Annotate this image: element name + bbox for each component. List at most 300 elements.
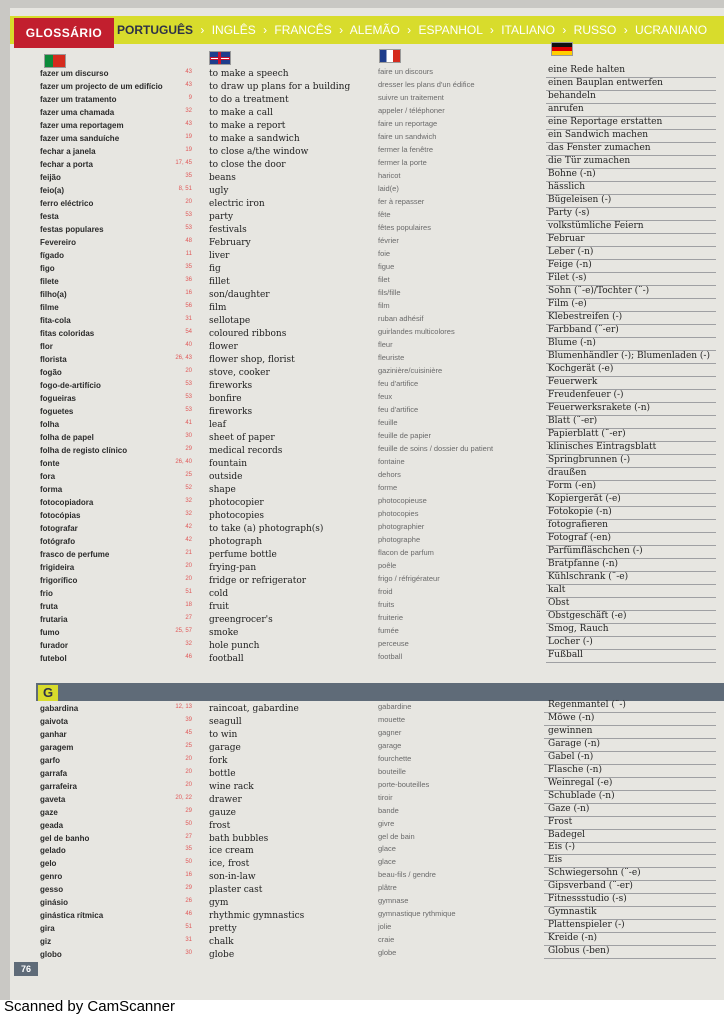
german-term: Fotograf (-en): [548, 533, 612, 543]
language-ukrainian: UCRANIANO: [635, 23, 708, 37]
separator-icon: ›: [562, 23, 567, 37]
french-term: faire un discours: [378, 67, 434, 76]
page-reference: 56: [185, 303, 192, 309]
french-term: faire un reportage: [378, 119, 438, 128]
french-term: fêtes populaires: [378, 223, 431, 232]
french-term: feu d'artifice: [378, 405, 419, 414]
german-term: eine Rede halten: [548, 65, 626, 75]
english-term: fireworks: [209, 407, 253, 417]
french-term: fourchette: [378, 753, 412, 763]
page-reference: 16: [185, 872, 192, 879]
portuguese-term: fotografar: [40, 524, 78, 533]
language-german: ALEMÃO: [349, 23, 400, 37]
portuguese-term: fechar a janela: [40, 147, 96, 156]
german-term: Locher (-): [548, 637, 593, 647]
page-reference: 50: [185, 820, 192, 827]
glossary-tab: GLOSSÁRIO: [14, 18, 114, 48]
french-term: laid(e): [378, 184, 399, 193]
english-term: fork: [209, 755, 228, 766]
page-reference: 32: [185, 498, 192, 504]
language-russian: RUSSO: [573, 23, 617, 37]
portuguese-term: fazer uma reportagem: [40, 121, 124, 130]
french-term: bouteille: [378, 766, 406, 776]
page-reference: 53: [185, 394, 192, 400]
page-reference: 41: [185, 420, 192, 426]
german-term: Springbrunnen (-): [548, 455, 631, 465]
english-term: sellotape: [209, 316, 251, 326]
english-term: to make a speech: [209, 69, 289, 79]
english-term: seagull: [209, 716, 242, 727]
german-term: Gabel (-n): [548, 751, 594, 762]
german-term: Gipsverband (¨-er): [548, 881, 633, 892]
french-term: faire un sandwich: [378, 132, 437, 141]
portuguese-term: garfo: [40, 755, 60, 765]
german-term: Papierblatt (¨-er): [548, 429, 626, 439]
portuguese-term: fogão: [40, 368, 62, 377]
english-term: drawer: [209, 794, 242, 805]
german-term: Frost: [548, 816, 573, 827]
portuguese-term: fita-cola: [40, 316, 71, 325]
page-reference: 30: [185, 433, 192, 439]
french-term: fleur: [378, 340, 393, 349]
french-term: tiroir: [378, 792, 393, 802]
page-reference: 53: [185, 381, 192, 387]
german-term: Film (-e): [548, 299, 587, 309]
portuguese-term: gelado: [40, 846, 66, 856]
french-term: football: [378, 652, 403, 661]
german-term: Parfümfläschchen (-): [548, 546, 643, 556]
french-term: feuille: [378, 418, 398, 427]
english-term: globe: [209, 950, 235, 961]
page-reference: 8, 51: [178, 186, 192, 192]
german-term: Möwe (-n): [548, 712, 595, 723]
french-term: fils/fille: [378, 288, 401, 297]
portuguese-term: fazer uma chamada: [40, 108, 115, 117]
language-french: FRANCÊS: [274, 23, 332, 37]
french-term: craie: [378, 935, 395, 945]
german-term: Blume (-n): [548, 338, 596, 348]
french-term: forme: [378, 483, 398, 492]
portuguese-term: fotocopiadora: [40, 498, 94, 507]
french-term: gagner: [378, 727, 402, 737]
german-term: behandeln: [548, 91, 596, 101]
french-term: photographier: [378, 522, 425, 531]
german-term: kalt: [548, 585, 566, 595]
page-reference: 45: [185, 729, 192, 736]
english-term: stove, cooker: [209, 368, 270, 378]
german-term: Feuerwerk: [548, 377, 598, 387]
scanner-watermark: Scanned by CamScanner: [4, 998, 175, 1015]
german-term: das Fenster zumachen: [548, 143, 651, 153]
english-term: bottle: [209, 768, 236, 779]
french-term: fumée: [378, 626, 399, 635]
french-term: fleuriste: [378, 353, 405, 362]
portuguese-term: globo: [40, 950, 62, 960]
portuguese-term: feijão: [40, 173, 61, 182]
portuguese-term: frutaria: [40, 615, 68, 624]
portuguese-term: gaveta: [40, 794, 66, 804]
english-term: to make a report: [209, 121, 286, 131]
english-term: cold: [209, 589, 229, 599]
german-term: Schwiegersohn (¨-e): [548, 868, 641, 879]
section-g-bar: [36, 683, 724, 701]
page-reference: 53: [185, 212, 192, 218]
german-term: Gymnastik: [548, 907, 597, 918]
portuguese-term: filho(a): [40, 290, 67, 299]
page-reference: 53: [185, 225, 192, 231]
uk-flag-icon: [209, 51, 231, 65]
page-reference: 25, 57: [175, 628, 192, 634]
german-term: Blumenhändler (-); Blumenladen (-): [548, 351, 710, 361]
german-term: Filet (-s): [548, 273, 587, 283]
german-term: Feuerwerksrakete (-n): [548, 403, 651, 413]
portuguese-term: folha: [40, 420, 60, 429]
french-term: feuille de papier: [378, 431, 431, 440]
portuguese-term: florista: [40, 355, 67, 364]
page-reference: 32: [185, 108, 192, 114]
page-reference: 27: [185, 833, 192, 840]
france-flag-icon: [379, 49, 401, 63]
german-term: Bratpfanne (-n): [548, 559, 618, 569]
portuguese-term: fitas coloridas: [40, 329, 95, 338]
page-reference: 36: [185, 277, 192, 283]
portuguese-term: ginástica rítmica: [40, 911, 104, 921]
page-reference: 29: [185, 885, 192, 892]
german-term: volkstümliche Feiern: [548, 221, 644, 231]
portuguese-term: fora: [40, 472, 56, 481]
separator-icon: ›: [489, 23, 494, 37]
english-term: medical records: [209, 446, 283, 456]
portuguese-term: fazer um tratamento: [40, 95, 117, 104]
german-term: Obst: [548, 598, 570, 608]
page-reference: 31: [185, 937, 192, 944]
page-reference: 54: [185, 329, 192, 335]
english-term: fountain: [209, 459, 247, 469]
german-term: Feige (-n): [548, 260, 592, 270]
page-reference: 9: [188, 95, 192, 101]
german-term: Flasche (-n): [548, 764, 602, 775]
portuguese-term: garagem: [40, 742, 74, 752]
separator-icon: ›: [263, 23, 268, 37]
page-reference: 52: [185, 485, 192, 491]
german-term: Gaze (-n): [548, 803, 590, 814]
french-term: froid: [378, 587, 393, 596]
portuguese-term: ganhar: [40, 729, 67, 739]
portuguese-term: frio: [40, 589, 53, 598]
french-term: ruban adhésif: [378, 314, 424, 323]
french-term: glace: [378, 857, 396, 867]
english-term: flower: [209, 342, 238, 352]
french-term: haricot: [378, 171, 401, 180]
french-term: beau-fils / gendre: [378, 870, 436, 880]
german-term: Weinregal (-e): [548, 777, 613, 788]
page-reference: 21: [185, 550, 192, 556]
page-reference: 43: [185, 121, 192, 127]
french-term: feu d'artifice: [378, 379, 419, 388]
portuguese-term: fotógrafo: [40, 537, 76, 546]
portuguese-term: fumo: [40, 628, 60, 637]
page-reference: 17, 45: [175, 160, 192, 166]
page-reference: 20: [185, 576, 192, 582]
french-term: feuille de soins / dossier du patient: [378, 444, 494, 453]
portuguese-term: frasco de perfume: [40, 550, 110, 559]
english-term: ice cream: [209, 846, 254, 857]
french-term: gymnase: [378, 896, 409, 906]
english-term: football: [209, 654, 244, 664]
portuguese-term: festas populares: [40, 225, 104, 234]
english-term: leaf: [209, 420, 226, 430]
portuguese-term: foguetes: [40, 407, 74, 416]
english-term: fridge or refrigerator: [209, 576, 307, 586]
english-term: photocopier: [209, 498, 264, 508]
page-reference: 31: [185, 316, 192, 322]
german-term: Kreide (-n): [548, 933, 598, 944]
german-term: Eis (-): [548, 842, 575, 853]
page-reference: 25: [185, 472, 192, 478]
portuguese-term: fonte: [40, 459, 60, 468]
german-term: Kühlschrank (¨-e): [548, 572, 629, 582]
portuguese-term: geada: [40, 820, 64, 830]
french-term: jolie: [378, 922, 392, 932]
english-term: perfume bottle: [209, 550, 277, 560]
french-term: appeler / téléphoner: [378, 106, 445, 115]
french-term: fruiterie: [378, 613, 404, 622]
page-reference: 42: [185, 537, 192, 543]
page-reference: 18: [185, 602, 192, 608]
portuguese-term: fazer um projecto de um edifício: [40, 82, 163, 91]
german-term: Smog, Rauch: [548, 624, 609, 634]
portuguese-term: gabardina: [40, 704, 79, 713]
german-term: klinisches Eintragsblatt: [548, 442, 657, 452]
french-term: perceuse: [378, 639, 409, 648]
english-term: sheet of paper: [209, 433, 275, 443]
page-reference: 20: [185, 768, 192, 775]
portuguese-term: furador: [40, 641, 68, 650]
english-term: film: [209, 303, 227, 313]
english-term: raincoat, gabardine: [209, 704, 299, 714]
french-term: photographe: [378, 535, 421, 544]
english-term: frying-pan: [209, 563, 257, 573]
english-term: son/daughter: [209, 290, 270, 300]
french-term: février: [378, 236, 399, 245]
german-term: Obstgeschäft (-e): [548, 611, 627, 621]
page-reference: 48: [185, 238, 192, 244]
english-term: ugly: [209, 186, 229, 196]
german-term: Klebestreifen (-): [548, 312, 623, 322]
english-term: garage: [209, 742, 241, 753]
portuguese-term: fogueiras: [40, 394, 77, 403]
english-term: bath bubbles: [209, 833, 269, 844]
portuguese-term: gelo: [40, 859, 57, 869]
german-term: Februar: [548, 234, 585, 244]
portuguese-term: gaze: [40, 807, 58, 817]
portuguese-term: frigorífico: [40, 576, 78, 585]
language-english: INGLÊS: [211, 23, 256, 37]
portuguese-term: fogo-de-artifício: [40, 381, 101, 390]
german-term: draußen: [548, 468, 587, 478]
french-term: fer à repasser: [378, 197, 425, 206]
german-term: Eis: [548, 855, 563, 866]
portuguese-term: gel de banho: [40, 833, 90, 843]
french-term: mouette: [378, 714, 406, 724]
page-reference: 20: [185, 199, 192, 205]
page-reference: 32: [185, 641, 192, 647]
german-term: Freudenfeuer (-): [548, 390, 624, 400]
separator-icon: ›: [623, 23, 628, 37]
portuguese-term: ferro eléctrico: [40, 199, 94, 208]
english-term: rhythmic gymnastics: [209, 911, 305, 922]
english-term: flower shop, florist: [209, 355, 295, 365]
page-reference: 46: [185, 911, 192, 918]
page-reference: 35: [185, 173, 192, 179]
french-term: plâtre: [378, 883, 397, 893]
french-term: dehors: [378, 470, 401, 479]
portuguese-term: ginásio: [40, 898, 69, 908]
german-row-rule: [546, 597, 716, 598]
english-term: to close a/the window: [209, 147, 309, 157]
german-term: Regenmantel (¨-): [548, 700, 626, 710]
german-term: fotografieren: [548, 520, 608, 530]
french-term: gazinière/cuisinière: [378, 366, 443, 375]
portuguese-term: fruta: [40, 602, 58, 611]
page-reference: 16: [185, 290, 192, 296]
french-term: garage: [378, 740, 402, 750]
page-reference: 29: [185, 446, 192, 452]
page-reference: 19: [185, 147, 192, 153]
english-term: son-in-law: [209, 872, 256, 883]
page-reference: 42: [185, 524, 192, 530]
language-italian: ITALIANO: [501, 23, 555, 37]
page-reference: 40: [185, 342, 192, 348]
english-term: ice, frost: [209, 859, 250, 870]
page-reference: 27: [185, 615, 192, 621]
portuguese-term: gira: [40, 924, 55, 934]
portuguese-term: fotocópias: [40, 511, 81, 520]
page-reference: 20: [185, 755, 192, 762]
page-reference: 29: [185, 807, 192, 814]
section-letter: G: [38, 685, 58, 701]
germany-flag-icon: [551, 42, 573, 56]
english-term: wine rack: [209, 781, 254, 792]
english-term: bonfire: [209, 394, 242, 404]
german-term: Garage (-n): [548, 738, 601, 749]
french-term: poêle: [378, 561, 397, 570]
french-term: flacon de parfum: [378, 548, 434, 557]
page-reference: 30: [185, 950, 192, 957]
separator-icon: ›: [200, 23, 205, 37]
english-term: photograph: [209, 537, 262, 547]
page-reference: 20: [185, 563, 192, 569]
portuguese-term: fazer um discurso: [40, 69, 109, 78]
page-reference: 46: [185, 654, 192, 660]
english-term: festivals: [209, 225, 247, 235]
german-term: die Tür zumachen: [548, 156, 631, 166]
french-term: gabardine: [378, 702, 412, 711]
portuguese-term: garrafa: [40, 768, 68, 778]
german-term: anrufen: [548, 104, 584, 114]
page-reference: 39: [185, 716, 192, 723]
french-term: gymnastique rythmique: [378, 909, 456, 919]
english-term: to do a treatment: [209, 95, 289, 105]
page-reference: 35: [185, 846, 192, 853]
language-spanish: ESPANHOL: [418, 23, 483, 37]
portuguese-term: forma: [40, 485, 63, 494]
page-reference: 51: [185, 924, 192, 931]
page-reference: 51: [185, 589, 192, 595]
language-portuguese: PORTUGUÊS: [117, 23, 194, 37]
portuguese-term: giz: [40, 937, 52, 947]
french-term: frigo / réfrigérateur: [378, 574, 440, 583]
page-reference: 35: [185, 264, 192, 270]
german-row-rule: [544, 958, 716, 959]
german-term: Badegel: [548, 829, 586, 840]
portuguese-term: garrafeira: [40, 781, 77, 791]
portugal-flag-icon: [44, 54, 66, 68]
english-term: fillet: [209, 277, 230, 287]
english-term: to draw up plans for a building: [209, 82, 351, 92]
french-term: photocopieuse: [378, 496, 427, 505]
page-reference: 19: [185, 134, 192, 140]
portuguese-term: figo: [40, 264, 55, 273]
german-term: Fitnessstudio (-s): [548, 894, 627, 905]
french-term: dresser les plans d'un édifice: [378, 80, 475, 89]
english-term: electric iron: [209, 199, 265, 209]
french-term: guirlandes multicolores: [378, 327, 455, 336]
page-reference: 20, 22: [175, 794, 192, 801]
english-term: greengrocer's: [209, 615, 273, 625]
german-term: Plattenspieler (-): [548, 920, 625, 931]
page-reference: 50: [185, 859, 192, 866]
english-term: hole punch: [209, 641, 260, 651]
english-term: to make a call: [209, 108, 273, 118]
french-term: film: [378, 301, 390, 310]
french-term: glace: [378, 844, 396, 854]
portuguese-term: folha de papel: [40, 433, 94, 442]
portuguese-term: gesso: [40, 885, 64, 895]
portuguese-term: festa: [40, 212, 59, 221]
german-term: Fotokopie (-n): [548, 507, 612, 517]
portuguese-term: genro: [40, 872, 63, 882]
english-term: fruit: [209, 602, 229, 612]
german-row-rule: [546, 662, 716, 663]
page-reference: 26, 43: [175, 355, 192, 361]
french-term: gel de bain: [378, 831, 415, 841]
english-term: gauze: [209, 807, 236, 818]
german-term: einen Bauplan entwerfen: [548, 78, 663, 88]
german-term: Farbband (¨-er): [548, 325, 619, 335]
page-reference: 12, 13: [175, 704, 192, 710]
page-reference: 53: [185, 407, 192, 413]
separator-icon: ›: [339, 23, 344, 37]
french-term: fête: [378, 210, 391, 219]
page-number: 76: [14, 962, 38, 976]
german-term: Blatt (¨-er): [548, 416, 598, 426]
separator-icon: ›: [407, 23, 412, 37]
german-term: Bohne (-n): [548, 169, 596, 179]
english-term: coloured ribbons: [209, 329, 287, 339]
german-term: Kopiergerät (-e): [548, 494, 621, 504]
portuguese-term: fígado: [40, 251, 64, 260]
french-term: fontaine: [378, 457, 405, 466]
page-reference: 32: [185, 511, 192, 517]
english-term: fireworks: [209, 381, 253, 391]
french-term: givre: [378, 818, 395, 828]
english-term: beans: [209, 173, 236, 183]
page-reference: 43: [185, 69, 192, 75]
english-term: gym: [209, 898, 229, 909]
german-row-rule: [544, 854, 716, 855]
language-nav: [117, 19, 707, 41]
